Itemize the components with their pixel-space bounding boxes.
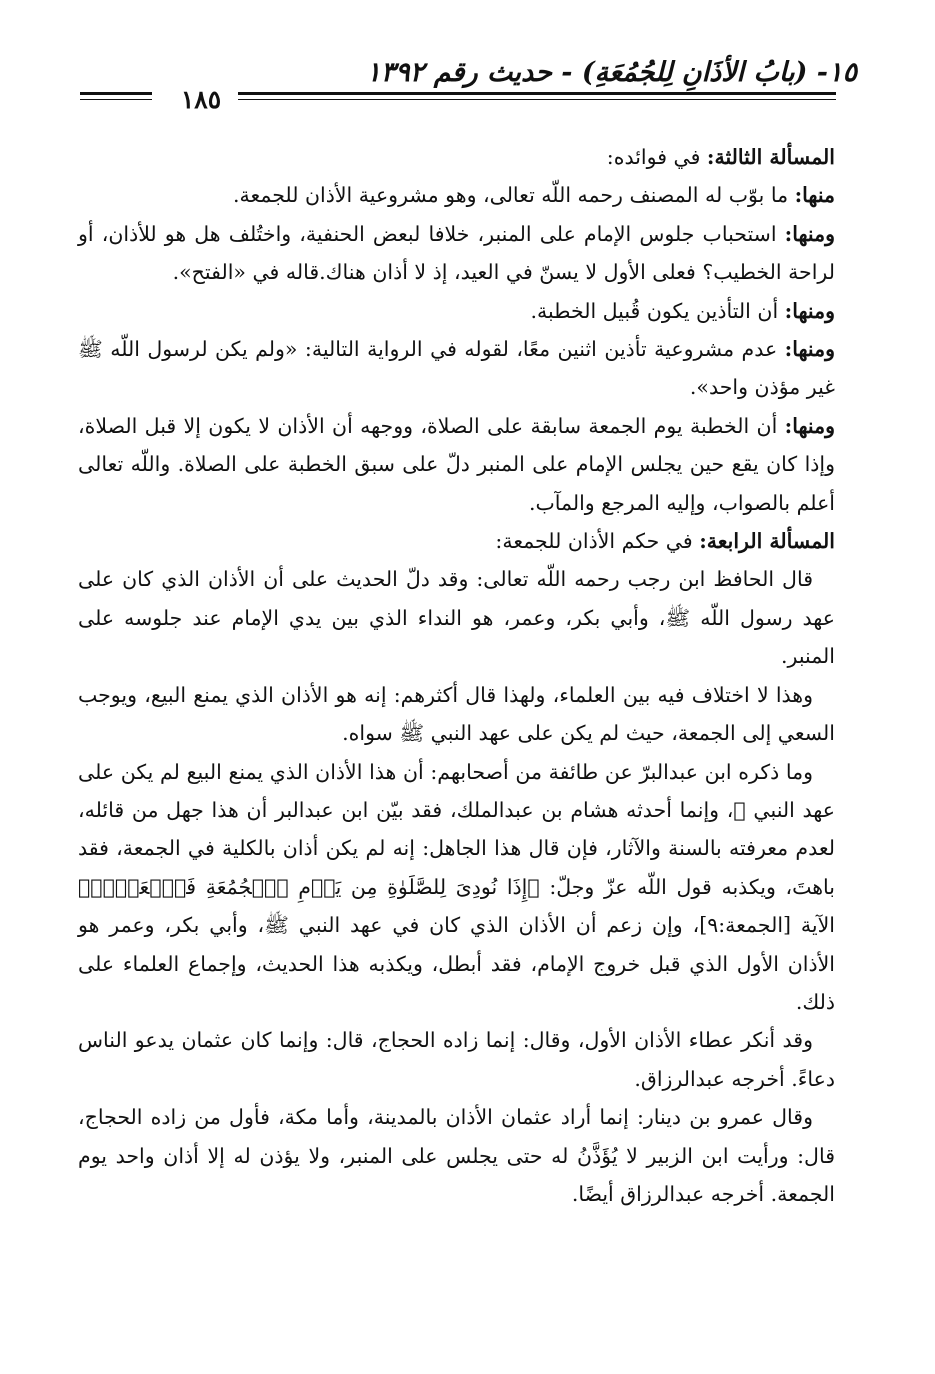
paragraph-text: وقد أنكر عطاء الأذان الأول، وقال: إنما زاده الحجاج، قال: وإنما كان عثمان يدعو الناس دعاءً. أخرجه عبدالرزاق. bbox=[78, 1028, 835, 1091]
paragraph bbox=[78, 176, 835, 214]
paragraph-lead: ومنها: bbox=[784, 337, 835, 362]
paragraph bbox=[78, 407, 835, 522]
paragraph bbox=[78, 676, 835, 753]
paragraph-lead: المسألة الرابعة: bbox=[699, 529, 835, 554]
paragraph-text: ما بوّب له المصنف رحمه اللّه تعالى، وهو مشروعية الأذان للجمعة. bbox=[232, 183, 795, 208]
paragraph-lead: ومنها: bbox=[784, 298, 835, 323]
header-rule-thick-right bbox=[238, 92, 836, 95]
paragraph bbox=[78, 753, 835, 1022]
paragraph-text: قال الحافظ ابن رجب رحمه اللّه تعالى: وقد دلّ الحديث على أن الأذان الذي كان على عهد رسول اللّه ﷺ، وأبي بكر، وعمر، هو النداء الذي بين يدي الإمام عند جلوسه على المنبر. bbox=[78, 567, 835, 669]
paragraph bbox=[78, 560, 835, 675]
paragraph bbox=[78, 215, 835, 292]
page-number: ١٨٥ bbox=[180, 85, 222, 114]
header-rule-thin-left bbox=[80, 99, 152, 100]
paragraph-text: استحباب جلوس الإمام على المنبر، خلافا لبعض الحنفية، واختُلف هل هو للأذان، أو لراحة الخطيب؟ فعلى الأول لا يسنّ في العيد، إذ لا أذان هناك.قاله في «الفتح». bbox=[78, 221, 835, 285]
header-rule-thin-right bbox=[238, 99, 836, 100]
paragraph-text: وما ذكره ابن عبدالبرّ عن طائفة من أصحابهم: أن هذا الأذان الذي يمنع البيع لم يكن على عهد النبي ﷺ، وإنما أحدثه هشام بن عبدالملك، فقد بيّن ابن عبدالبر أن هذا جهل من قائله، لعدم معرفته بالسنة والآثار، فإن قال هذا الجاهل: إنه لم يكن أذان بالكلية في الجمعة، فقد باهتَ، ويكذبه قول اللّه عزّ وجلّ: ﴿إِذَا نُودِىَ لِلصَّلَوٰةِ مِن يَوۡمِ ٱلۡجُمُعَةِ فَٱسۡعَوۡا۟﴾ الآية [الجمعة:٩]، وإن زعم أن الأذان الذي كان في عهد النبي ﷺ، وأبي بكر، وعمر هو الأذان الأول الذي قبل خروج الإمام، فقد أبطل، ويكذبه هذا الحديث، وإجماع العلماء على ذلك. bbox=[78, 759, 835, 1014]
paragraph-text: عدم مشروعية تأذين اثنين معًا، لقوله في الرواية التالية: «ولم يكن لرسول اللّه ﷺ غير مؤذن واحد». bbox=[78, 337, 835, 400]
paragraph-text: في حكم الأذان للجمعة: bbox=[495, 529, 700, 554]
header-rule-thick-left bbox=[80, 92, 152, 95]
paragraph-lead: المسألة الثالثة: bbox=[706, 145, 835, 169]
paragraph-lead: ومنها: bbox=[784, 413, 835, 438]
paragraph bbox=[78, 1098, 835, 1213]
paragraph bbox=[78, 138, 835, 176]
paragraph bbox=[78, 330, 835, 407]
paragraph bbox=[78, 522, 835, 560]
paragraph-text: أن الخطبة يوم الجمعة سابقة على الصلاة، ووجهه أن الأذان لا يكون إلا قبل الصلاة، وإذا كان يقع حين يجلس الإمام على المنبر دلّ على سبق الخطبة على الصلاة. واللّه تعالى أعلم بالصواب، وإليه المرجع والمآب. bbox=[78, 413, 835, 515]
paragraph-text: وهذا لا اختلاف فيه بين العلماء، ولهذا قال أكثرهم: إنه هو الأذان الذي يمنع البيع، ويوجب السعي إلى الجمعة، حيث لم يكن على عهد النبي ﷺ سواه. bbox=[78, 682, 835, 746]
paragraph-text: وقال عمرو بن دينار: إنما أراد عثمان الأذان بالمدينة، وأما مكة، فأول من زاده الحجاج، قال: ورأيت ابن الزبير لا يُؤَذَّنُ له حتى يجلس على المنبر، ولا يؤذن له إلا أذان واحد يوم الجمعة. أخرجه عبدالرزاق أيضًا. bbox=[78, 1105, 835, 1206]
paragraph bbox=[78, 292, 835, 330]
paragraph-text: أن التأذين يكون قُبيل الخطبة. bbox=[530, 298, 785, 323]
body-text bbox=[78, 138, 835, 1213]
paragraph-text: في فوائده: bbox=[606, 145, 707, 169]
running-header-title: ١٥- (بابُ الأذَانِ لِلجُمُعَةِ) - حديث رقم ١٣٩٢ bbox=[366, 57, 857, 88]
paragraph bbox=[78, 1021, 835, 1098]
paragraph-lead: منها: bbox=[794, 183, 835, 208]
paragraph-lead: ومنها: bbox=[784, 221, 835, 246]
